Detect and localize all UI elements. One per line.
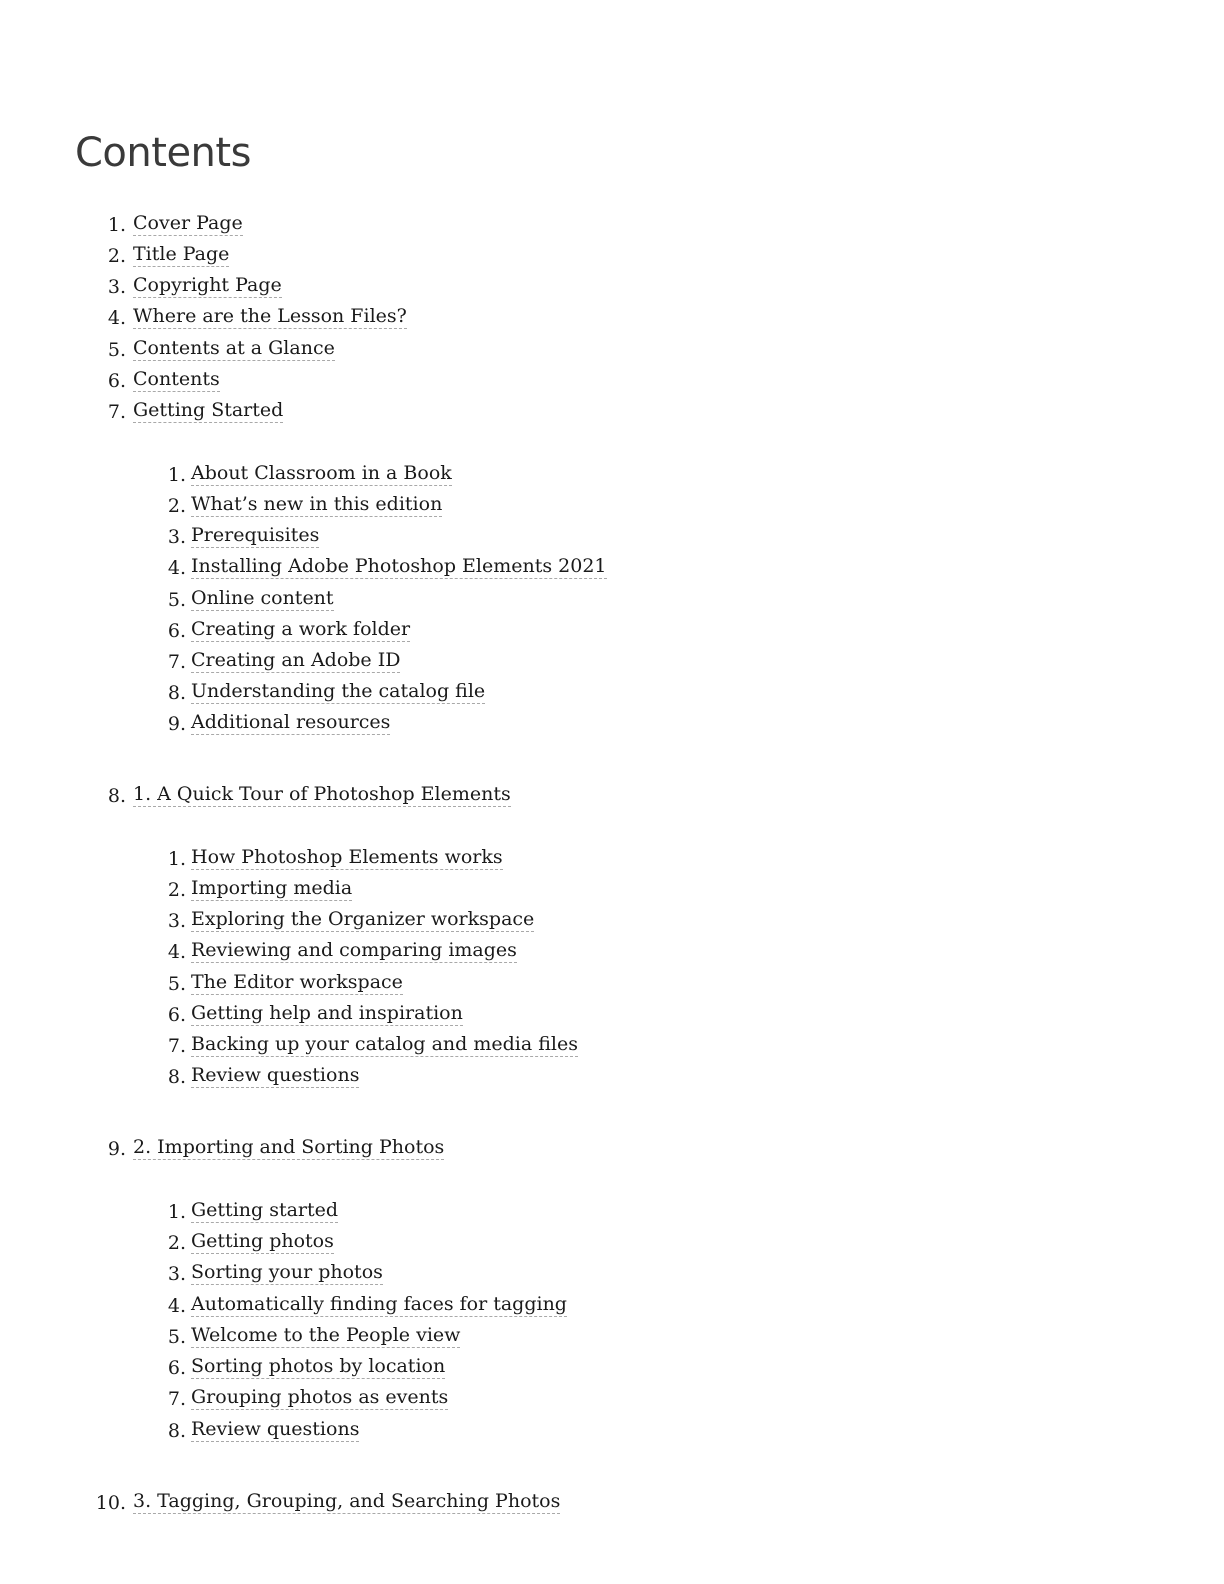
toc-subitem-number: 3. (167, 1263, 186, 1285)
toc-subitem-number: 1. (167, 848, 186, 870)
toc-item-number: 10. (95, 1492, 126, 1514)
toc-link-chapter-3[interactable]: 3. Tagging, Grouping, and Searching Photos (133, 1490, 561, 1512)
toc-link-sorting-by-location[interactable]: Sorting photos by location (191, 1355, 446, 1377)
toc-item-number: 2. (107, 245, 126, 267)
toc-link-grouping-events[interactable]: Grouping photos as events (191, 1386, 449, 1408)
toc-link-online-content[interactable]: Online content (191, 587, 334, 609)
toc-link-copyright-page[interactable]: Copyright Page (133, 274, 282, 296)
toc-subitem-number: 2. (167, 1232, 186, 1254)
toc-link-contents[interactable]: Contents (133, 368, 220, 390)
toc-item-number: 8. (107, 785, 126, 807)
toc-link-catalog-file[interactable]: Understanding the catalog file (191, 680, 486, 702)
toc-link-editor-workspace[interactable]: The Editor workspace (191, 971, 403, 993)
toc-subitem-number: 6. (167, 1357, 186, 1379)
toc-link-adobe-id[interactable]: Creating an Adobe ID (191, 649, 401, 671)
toc-link-installing[interactable]: Installing Adobe Photoshop Elements 2021 (191, 555, 607, 577)
toc-subitem-number: 3. (167, 910, 186, 932)
toc-subitem-number: 1. (167, 1201, 186, 1223)
toc-subitem-number: 5. (167, 1326, 186, 1348)
toc-link-help-inspiration[interactable]: Getting help and inspiration (191, 1002, 463, 1024)
toc-subitem-number: 8. (167, 1420, 186, 1442)
toc-subitem-number: 2. (167, 879, 186, 901)
toc-link-finding-faces[interactable]: Automatically finding faces for tagging (191, 1293, 567, 1315)
toc-link-reviewing-images[interactable]: Reviewing and comparing images (191, 939, 517, 961)
toc-subitem-number: 4. (167, 941, 186, 963)
toc-link-contents-at-a-glance[interactable]: Contents at a Glance (133, 337, 335, 359)
toc-subitem-number: 4. (167, 1295, 186, 1317)
toc-subitem-number: 7. (167, 1035, 186, 1057)
toc-subitem-number: 2. (167, 495, 186, 517)
toc-item-number: 7. (107, 401, 126, 423)
toc-subitem-number: 8. (167, 1066, 186, 1088)
toc-link-getting-started-2[interactable]: Getting started (191, 1199, 339, 1221)
toc-subitem-number: 9. (167, 713, 186, 735)
toc-link-about-classroom[interactable]: About Classroom in a Book (191, 462, 452, 484)
toc-link-chapter-2[interactable]: 2. Importing and Sorting Photos (133, 1136, 445, 1158)
page-title: Contents (75, 130, 251, 176)
toc-item-number: 4. (107, 307, 126, 329)
toc-link-whats-new[interactable]: What’s new in this edition (191, 493, 443, 515)
toc-item-number: 5. (107, 339, 126, 361)
toc-link-additional-resources[interactable]: Additional resources (191, 711, 391, 733)
toc-item-number: 9. (107, 1138, 126, 1160)
toc-link-title-page[interactable]: Title Page (133, 243, 230, 265)
toc-link-getting-started[interactable]: Getting Started (133, 399, 284, 421)
toc-item-number: 1. (107, 214, 126, 236)
toc-subitem-number: 6. (167, 1004, 186, 1026)
toc-subitem-number: 7. (167, 651, 186, 673)
toc-link-importing-media[interactable]: Importing media (191, 877, 353, 899)
toc-item-number: 6. (107, 370, 126, 392)
toc-item-number: 3. (107, 276, 126, 298)
toc-link-lesson-files[interactable]: Where are the Lesson Files? (133, 305, 407, 327)
toc-subitem-number: 1. (167, 464, 186, 486)
toc-link-review-questions-1[interactable]: Review questions (191, 1064, 360, 1086)
toc-link-cover-page[interactable]: Cover Page (133, 212, 243, 234)
toc-subitem-number: 3. (167, 526, 186, 548)
toc-link-chapter-1[interactable]: 1. A Quick Tour of Photoshop Elements (133, 783, 511, 805)
toc-subitem-number: 6. (167, 620, 186, 642)
toc-subitem-number: 8. (167, 682, 186, 704)
toc-subitem-number: 4. (167, 557, 186, 579)
toc-link-people-view[interactable]: Welcome to the People view (191, 1324, 461, 1346)
toc-link-getting-photos[interactable]: Getting photos (191, 1230, 334, 1252)
toc-link-organizer-workspace[interactable]: Exploring the Organizer workspace (191, 908, 535, 930)
toc-link-how-pse-works[interactable]: How Photoshop Elements works (191, 846, 503, 868)
toc-subitem-number: 5. (167, 973, 186, 995)
toc-subitem-number: 7. (167, 1388, 186, 1410)
toc-link-sorting-photos[interactable]: Sorting your photos (191, 1261, 383, 1283)
toc-link-work-folder[interactable]: Creating a work folder (191, 618, 411, 640)
toc-link-prerequisites[interactable]: Prerequisites (191, 524, 320, 546)
toc-link-backing-up[interactable]: Backing up your catalog and media files (191, 1033, 578, 1055)
toc-link-review-questions-2[interactable]: Review questions (191, 1418, 360, 1440)
toc-subitem-number: 5. (167, 589, 186, 611)
